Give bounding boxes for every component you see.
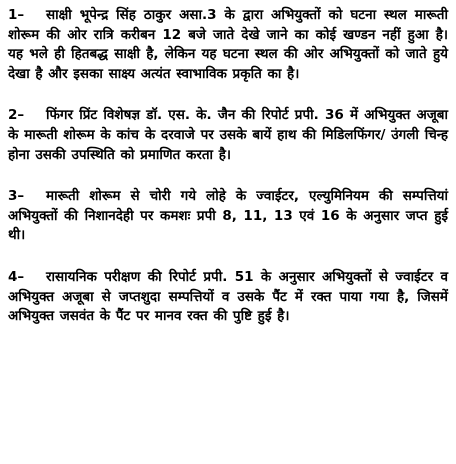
paragraph-text: मारूती शोरूम से चोरी गये लोहे के ज्वाईटर, एल्युमिनियम की सम्पत्तियां अभियुक्तों की निशानदेही पर कमशः प्रपी 8, 11, 13 एवं 16 के अनुसार जप्त हुई थी। bbox=[8, 188, 448, 244]
paragraph-text: रासायनिक परीक्षण की रिपोर्ट प्रपी. 51 के अनुसार अभियुक्तों से ज्वाईटर व अभियुक्त अजूबा से जप्तशुदा सम्पत्तियों व उसके पैंट में रक्त पाया गया है, जिसमें अभियुक्त जसवंत के पैंट पर मानव रक्त की पुष्टि हुई है। bbox=[8, 268, 448, 325]
paragraph-4 bbox=[8, 268, 448, 327]
paragraph-number: 2– bbox=[8, 107, 25, 124]
paragraph-1 bbox=[8, 6, 448, 84]
paragraph-3 bbox=[8, 187, 448, 246]
paragraph-number: 4– bbox=[8, 268, 25, 285]
paragraph-number: 3– bbox=[8, 188, 25, 205]
paragraph-number: 1– bbox=[8, 7, 25, 23]
paragraph-text: फिंगर प्रिंट विशेषज्ञ डॉ. एस. के. जैन की रिपोर्ट प्रपी. 36 में अभियुक्त अजूबा के मारूती शोरूम के कांच के दरवाजे पर उसके बायें हाथ की मिडिलफिंगर/ उंगली चिन्ह होना उसकी उपस्थिति को प्रमाणित करता है। bbox=[8, 107, 448, 163]
paragraph-text: साक्षी भूपेन्द्र सिंह ठाकुर असा.3 के द्वारा अभियुक्तों को घटना स्थल मारूती शोरूम की ओर रात्रि करीबन 12 बजे जाते देखे जाने का कोई खण्डन नहीं हुआ है। यह भले ही हितबद्ध साक्षी है, लेकिन यह घटना स्थल की ओर अभियुक्तों को जाते हुये देखा है और इसका साक्ष्य अत्यंत स्वाभाविक प्रकृति का है। bbox=[8, 7, 448, 82]
paragraph-2 bbox=[8, 106, 448, 165]
